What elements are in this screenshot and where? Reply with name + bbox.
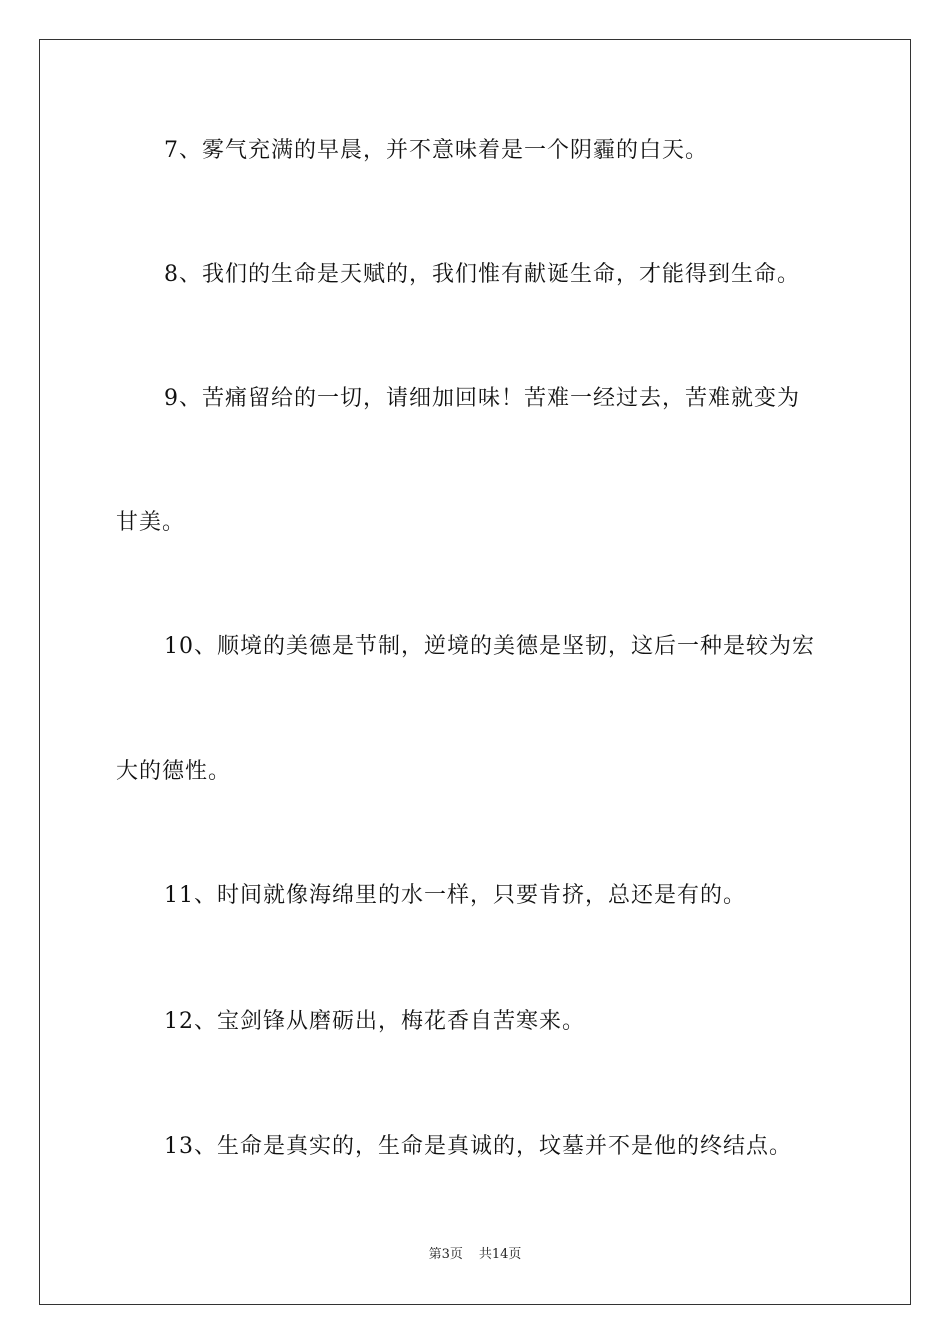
paragraph-8: 8、我们的生命是天赋的，我们惟有献诞生命，才能得到生命。 — [164, 262, 800, 287]
paragraph-10-line-2: 大的德性。 — [116, 759, 232, 784]
page-footer — [0, 1246, 950, 1264]
paragraph-7: 7、雾气充满的早晨，并不意味着是一个阴霾的白天。 — [164, 138, 708, 163]
paragraph-9-line-1: 9、苦痛留给的一切，请细加回味！苦难一经过去，苦难就变为 — [164, 386, 800, 411]
paragraph-13: 13、生命是真实的，生命是真诚的，坟墓并不是他的终结点。 — [164, 1134, 792, 1159]
paragraph-10-line-1: 10、顺境的美德是节制，逆境的美德是坚韧，这后一种是较为宏 — [164, 634, 815, 659]
page-total: 共14页 — [478, 1247, 522, 1262]
paragraph-12: 12、宝剑锋从磨砺出，梅花香自苦寒来。 — [164, 1009, 585, 1034]
paragraph-11: 11、时间就像海绵里的水一样，只要肯挤，总还是有的。 — [164, 883, 746, 908]
paragraph-9-line-2: 甘美。 — [116, 510, 186, 535]
page-border — [39, 39, 911, 1305]
page-number: 第3页 — [428, 1247, 463, 1262]
